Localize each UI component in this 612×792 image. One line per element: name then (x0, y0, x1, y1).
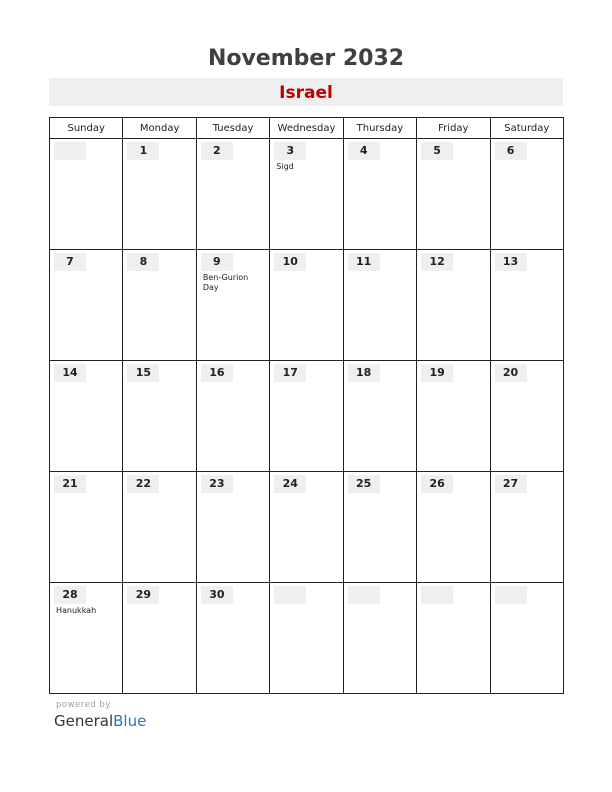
day-cell (343, 583, 416, 694)
country-band (49, 78, 563, 106)
day-cell (417, 472, 490, 583)
day-cell (123, 250, 196, 361)
day-number: 22 (127, 475, 159, 493)
day-number: 27 (495, 475, 527, 493)
day-cell (196, 250, 269, 361)
calendar-week-row (50, 472, 564, 583)
day-number: 12 (421, 253, 453, 271)
day-number: 17 (274, 364, 306, 382)
day-cell (50, 250, 123, 361)
day-number: 3 (274, 142, 306, 160)
day-cell (123, 583, 196, 694)
day-cell (417, 250, 490, 361)
day-number: 21 (54, 475, 86, 493)
day-number: 20 (495, 364, 527, 382)
day-cell (270, 583, 343, 694)
day-number: 29 (127, 586, 159, 604)
day-cell (490, 361, 563, 472)
day-number: 11 (348, 253, 380, 271)
weekday-header: Friday (417, 118, 490, 139)
day-number: 16 (201, 364, 233, 382)
day-cell (417, 361, 490, 472)
weekday-header: Saturday (490, 118, 563, 139)
day-number (348, 586, 380, 604)
day-cell (343, 250, 416, 361)
weekday-header: Wednesday (270, 118, 343, 139)
calendar-title: November 2032 (207, 46, 405, 71)
day-cell (196, 361, 269, 472)
day-cell (490, 250, 563, 361)
day-cell (270, 250, 343, 361)
holiday-label: Ben-Gurion Day (202, 273, 249, 292)
brand-blue-text: Blue (113, 712, 147, 730)
weekday-header: Monday (123, 118, 196, 139)
day-number: 2 (201, 142, 233, 160)
country-name: Israel (279, 83, 333, 103)
day-cell (490, 472, 563, 583)
day-number: 7 (54, 253, 86, 271)
day-number (54, 142, 86, 160)
day-number (421, 586, 453, 604)
day-cell (343, 361, 416, 472)
day-cell (270, 472, 343, 583)
day-number: 15 (127, 364, 159, 382)
weekday-header-row (50, 118, 564, 139)
day-number: 6 (495, 142, 527, 160)
powered-by-text: powered by (56, 700, 111, 710)
day-number: 14 (54, 364, 86, 382)
calendar-grid (49, 117, 564, 694)
day-cell (196, 472, 269, 583)
day-number: 10 (274, 253, 306, 271)
calendar-week-row (50, 250, 564, 361)
day-cell (123, 361, 196, 472)
weekday-header: Sunday (50, 118, 123, 139)
day-cell (343, 139, 416, 250)
weekday-header: Tuesday (196, 118, 269, 139)
day-number (274, 586, 306, 604)
day-cell (270, 361, 343, 472)
day-number: 26 (421, 475, 453, 493)
day-number: 9 (201, 253, 233, 271)
brand-general-text: General (54, 712, 114, 730)
day-number: 23 (201, 475, 233, 493)
day-number: 1 (127, 142, 159, 160)
day-number: 8 (127, 253, 159, 271)
day-number: 30 (201, 586, 233, 604)
day-cell (196, 139, 269, 250)
day-number: 28 (54, 586, 86, 604)
day-cell (270, 139, 343, 250)
day-number: 25 (348, 475, 380, 493)
day-cell (417, 139, 490, 250)
calendar-week-row (50, 139, 564, 250)
holiday-label: Sigd (276, 162, 294, 171)
calendar-body (50, 139, 564, 694)
day-cell (50, 472, 123, 583)
day-cell (417, 583, 490, 694)
day-number: 5 (421, 142, 453, 160)
day-cell (490, 583, 563, 694)
day-number: 19 (421, 364, 453, 382)
day-cell (50, 139, 123, 250)
day-cell (50, 583, 123, 694)
day-cell (123, 139, 196, 250)
day-number: 13 (495, 253, 527, 271)
brand-logo (54, 712, 146, 730)
holiday-label: Hanukkah (56, 606, 97, 615)
calendar-week-row (50, 361, 564, 472)
day-cell (123, 472, 196, 583)
day-number (495, 586, 527, 604)
day-cell (490, 139, 563, 250)
day-cell (196, 583, 269, 694)
day-cell (50, 361, 123, 472)
day-number: 18 (348, 364, 380, 382)
day-number: 4 (348, 142, 380, 160)
day-cell (343, 472, 416, 583)
calendar-week-row (50, 583, 564, 694)
day-number: 24 (274, 475, 306, 493)
weekday-header: Thursday (343, 118, 416, 139)
